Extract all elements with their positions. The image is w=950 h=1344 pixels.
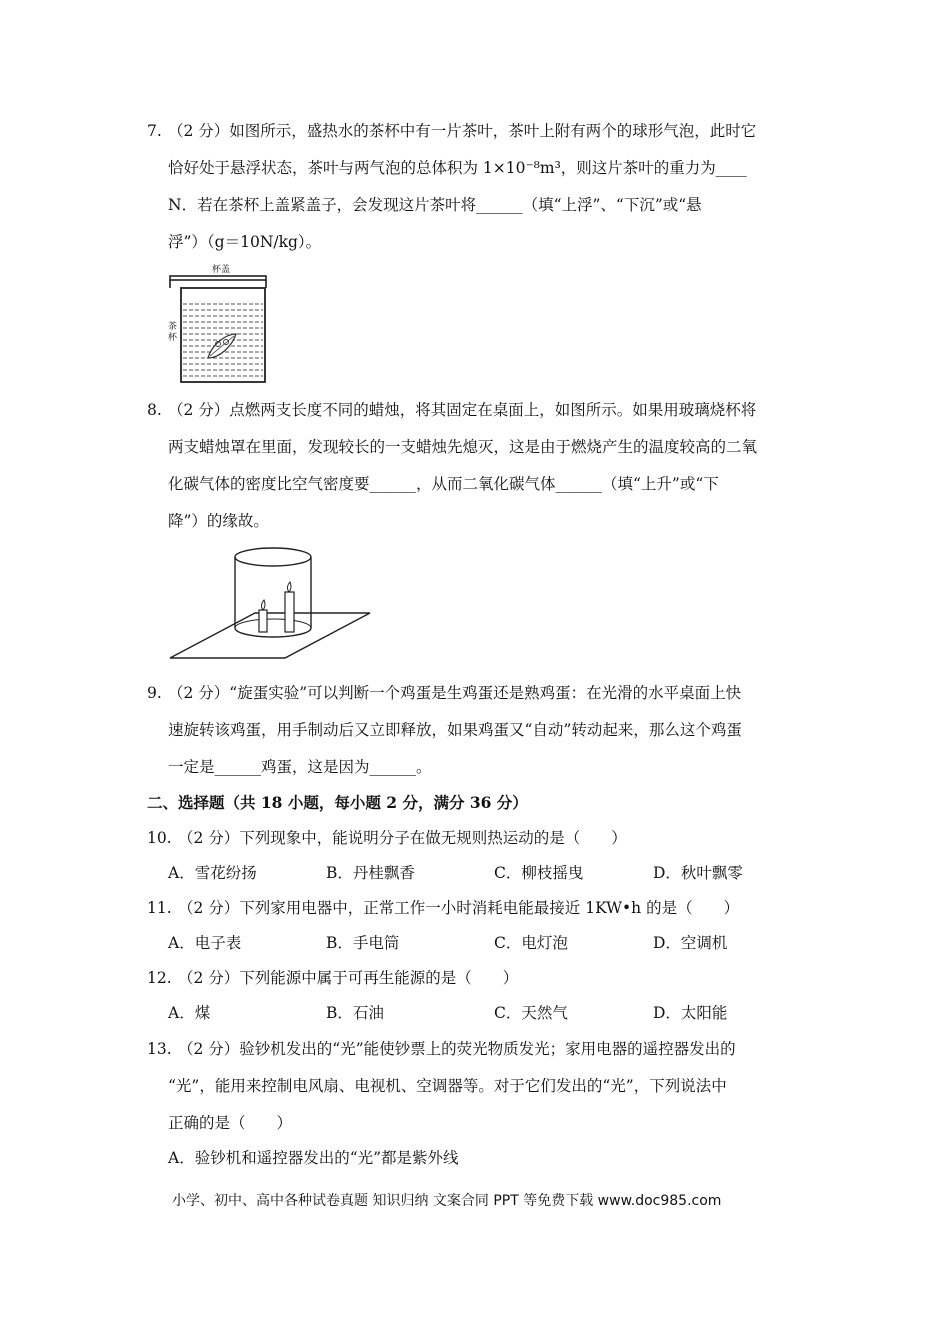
- question-number: 11.: [147, 899, 172, 917]
- question-text-line: 化碳气体的密度比空气密度要______，从而二氧化碳气体______（填“上升”或“下: [168, 475, 719, 493]
- question-text-line: 浮”）（g＝10N/kg）。: [168, 233, 322, 251]
- option-d: D．太阳能: [653, 1004, 728, 1022]
- question-stem: （2 分）下列家用电器中，正常工作一小时消耗电能最接近 1KW•h 的是（ ）: [178, 899, 740, 917]
- option-a: A．验钞机和遥控器发出的“光”都是紫外线: [168, 1149, 459, 1167]
- question-text-line: N．若在茶杯上盖紧盖子，会发现这片茶叶将______（填“上浮”、“下沉”或“悬: [168, 196, 702, 214]
- question-text-line: 速旋转该鸡蛋，用手制动后又立即释放，如果鸡蛋又“自动”转动起来，那么这个鸡蛋: [168, 721, 742, 739]
- figure-label-cup: 茶杯: [168, 322, 178, 343]
- flame-icon: [261, 600, 265, 610]
- figure-label-lid: 杯盖: [212, 265, 231, 275]
- option-b: B．石油: [326, 1004, 384, 1022]
- option-b: B．丹桂飘香: [326, 864, 415, 882]
- question-text-line: 两支蜡烛罩在里面，发现较长的一支蜡烛先熄灭，这是由于燃烧产生的温度较高的二氧: [168, 438, 758, 456]
- question-number: 9.: [147, 684, 162, 702]
- question-number: 10.: [147, 829, 172, 847]
- question-number: 7.: [147, 122, 162, 140]
- option-c: C．天然气: [494, 1004, 568, 1022]
- question-text-line: （2 分）点燃两支长度不同的蜡烛，将其固定在桌面上，如图所示。如果用玻璃烧杯将: [168, 401, 757, 419]
- question-stem: （2 分）下列能源中属于可再生能源的是（ ）: [178, 969, 519, 987]
- question-text-line: （2 分）“旋蛋实验”可以判断一个鸡蛋是生鸡蛋还是熟鸡蛋：在光滑的水平桌面上快: [168, 684, 742, 702]
- question-text-line: “光”，能用来控制电风扇、电视机、空调器等。对于它们发出的“光”，下列说法中: [168, 1077, 727, 1095]
- section-heading: 二、选择题（共 18 小题，每小题 2 分，满分 36 分）: [147, 793, 528, 812]
- question-number: 8.: [147, 401, 162, 419]
- page-footer: 小学、初中、高中各种试卷真题 知识归纳 文案合同 PPT 等免费下载 www.doc985.com: [172, 1193, 722, 1209]
- option-b: B．手电筒: [326, 934, 400, 952]
- question-text-line: 一定是______鸡蛋，这是因为______。: [168, 758, 432, 776]
- question-text-line: 正确的是（ ）: [168, 1114, 293, 1132]
- question-text-line: 降”）的缘故。: [168, 512, 269, 530]
- option-a: A．煤: [168, 1004, 211, 1022]
- option-c: C．电灯泡: [494, 934, 568, 952]
- option-d: D．秋叶飘零: [653, 864, 743, 882]
- option-d: D．空调机: [653, 934, 728, 952]
- question-text-line: 恰好处于悬浮状态，茶叶与两气泡的总体积为 1×10⁻⁸m³，则这片茶叶的重力为____: [168, 159, 747, 177]
- question-text-line: （2 分）如图所示，盛热水的茶杯中有一片茶叶，茶叶上附有两个的球形气泡，此时它: [168, 122, 757, 140]
- question-number: 13.: [147, 1040, 172, 1058]
- option-a: A．雪花纷扬: [168, 864, 257, 882]
- question-stem: （2 分）下列现象中，能说明分子在做无规则热运动的是（ ）: [178, 829, 627, 847]
- flame-icon: [287, 582, 291, 592]
- option-c: C．柳枝摇曳: [494, 864, 584, 882]
- question-text-line: （2 分）验钞机发出的“光”能使钞票上的荧光物质发光；家用电器的遥控器发出的: [178, 1040, 736, 1058]
- question-number: 12.: [147, 969, 172, 987]
- candles-figure: [165, 540, 375, 665]
- option-a: A．电子表: [168, 934, 242, 952]
